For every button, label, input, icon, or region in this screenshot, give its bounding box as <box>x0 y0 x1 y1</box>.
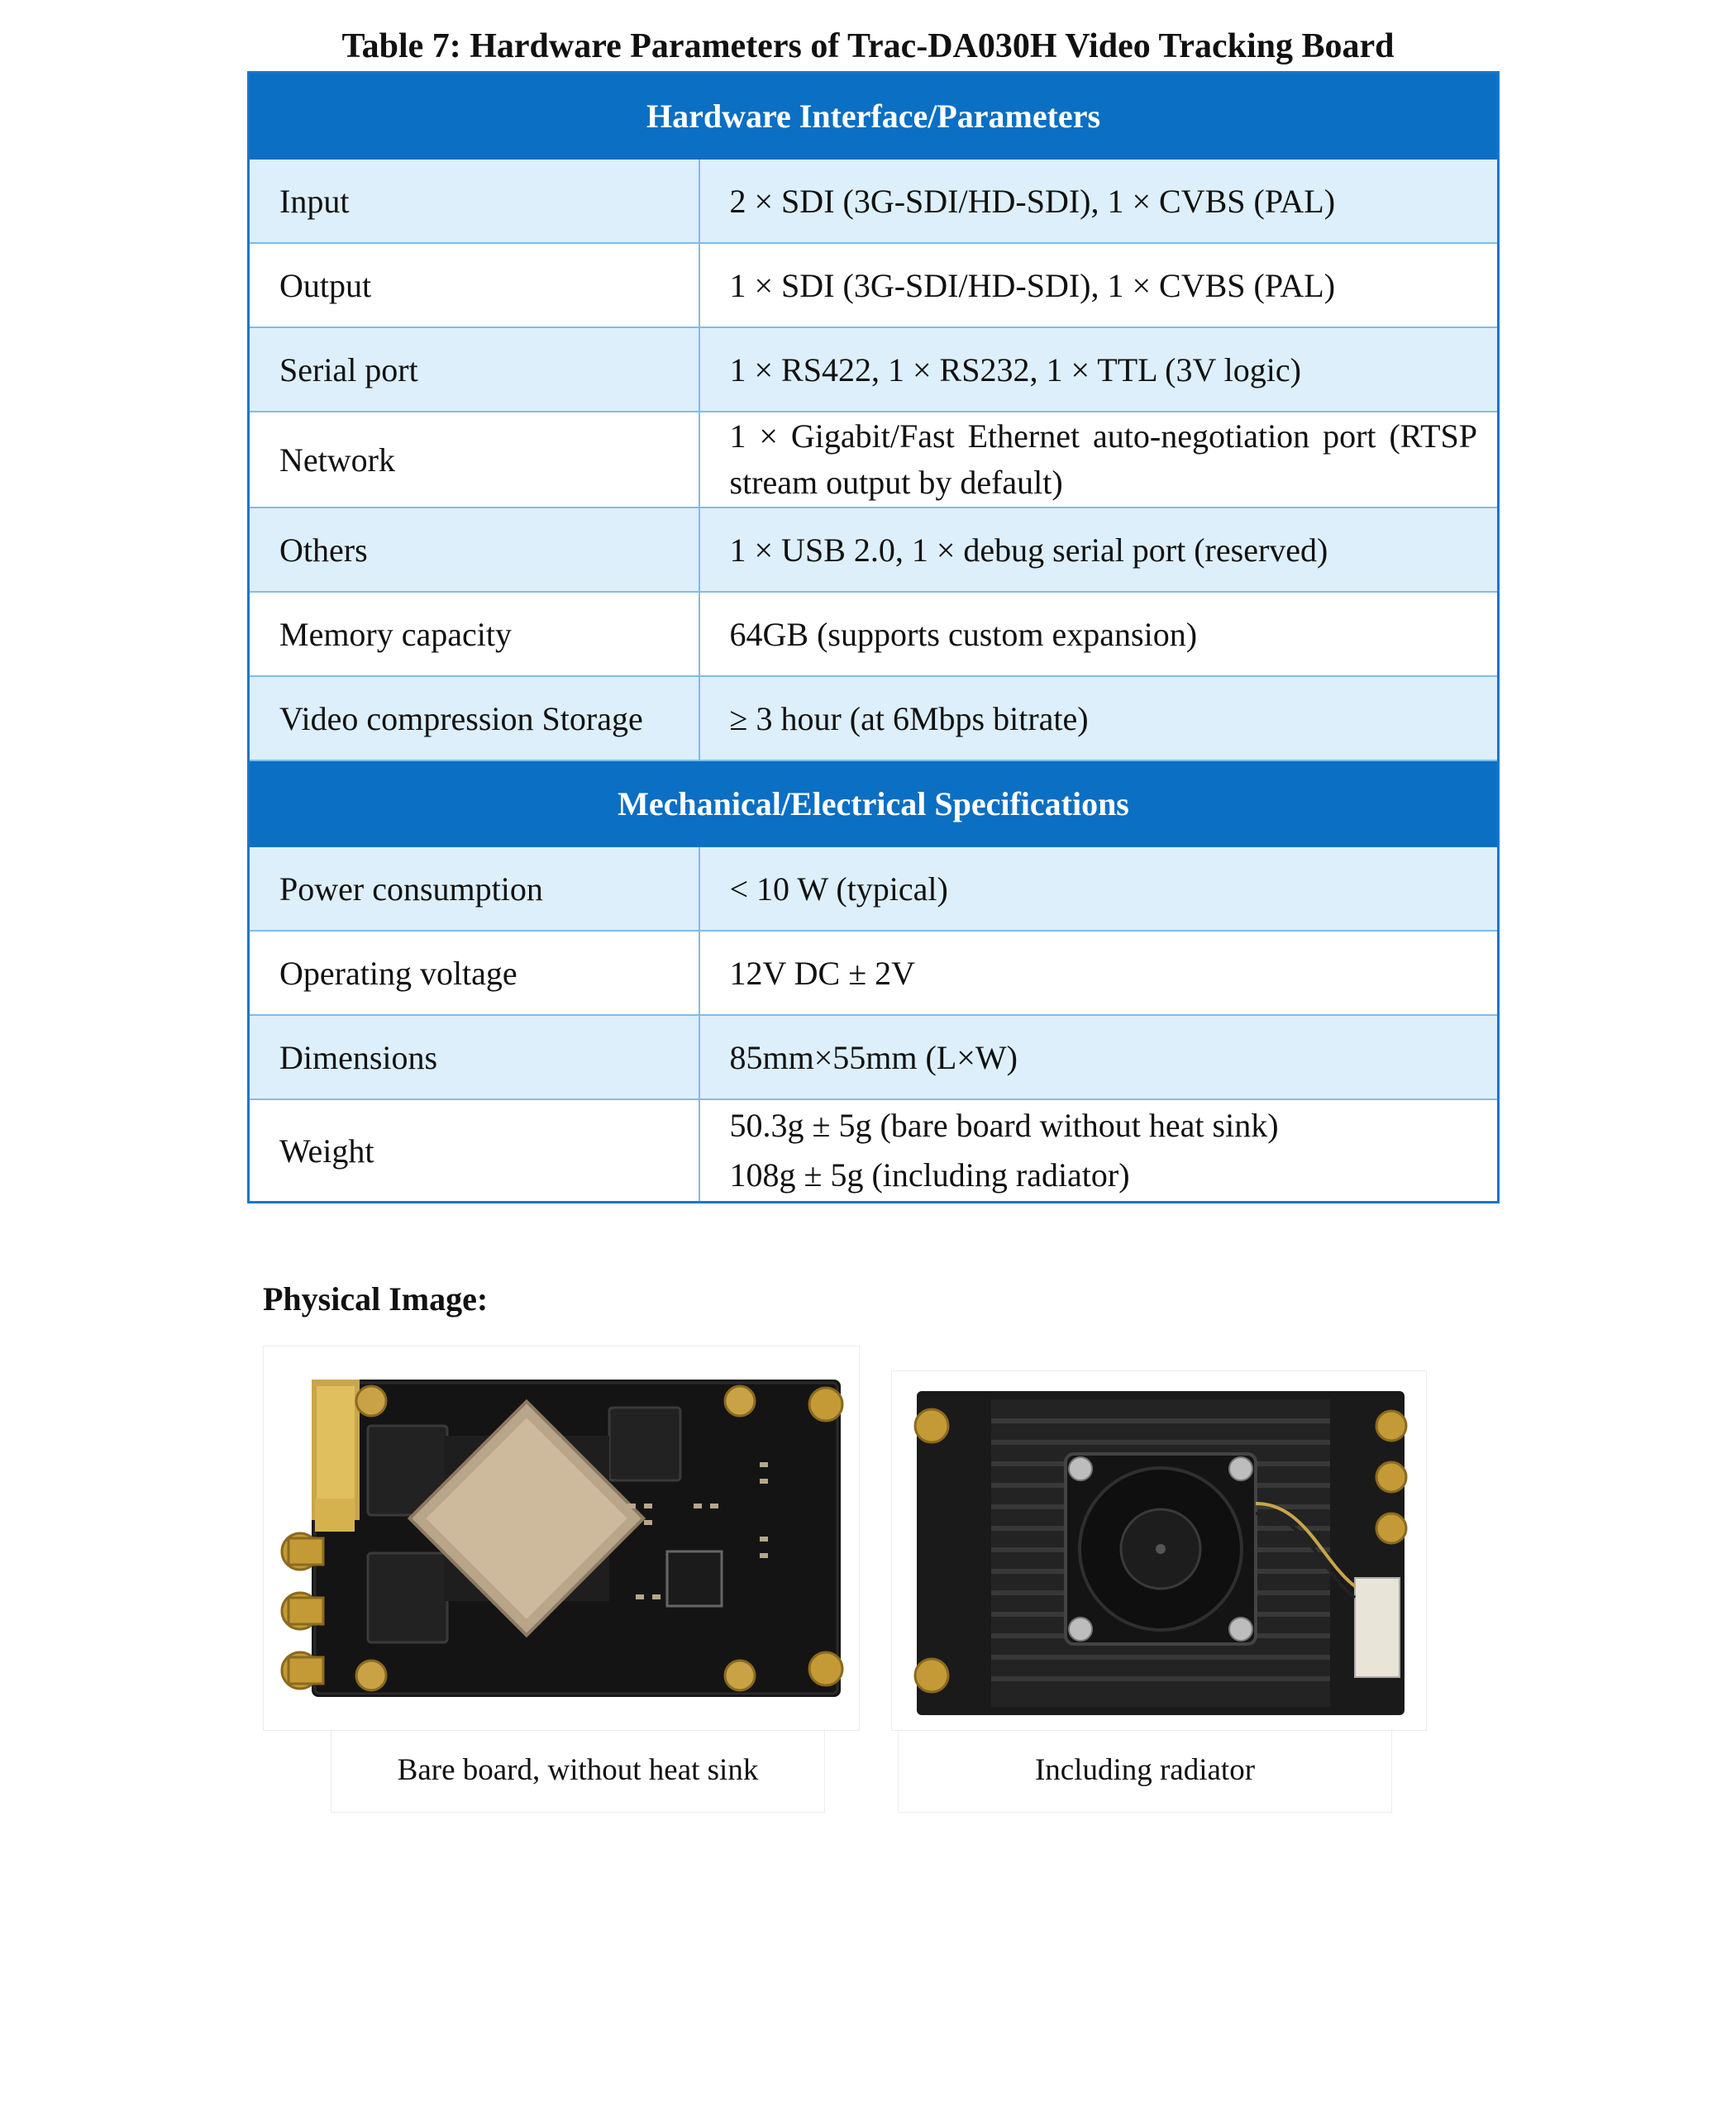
section-header-hardware <box>249 73 1499 160</box>
row-label: Video compression Storage <box>249 676 699 760</box>
row-label: Others <box>249 508 699 592</box>
row-label: Dimensions <box>249 1015 699 1099</box>
row-value: 64GB (supports custom expansion) <box>699 592 1499 676</box>
row-value: 1 × USB 2.0, 1 × debug serial port (reserved) <box>699 508 1499 592</box>
row-label: Output <box>249 243 699 327</box>
row-label: Input <box>249 159 699 243</box>
value-line: 50.3g ± 5g (bare board without heat sink) <box>729 1107 1279 1144</box>
row-value: 2 × SDI (3G-SDI/HD-SDI), 1 × CVBS (PAL) <box>699 159 1499 243</box>
table-row <box>249 592 1499 676</box>
spec-table <box>247 71 1500 1203</box>
row-label: Network <box>249 412 699 508</box>
physical-image-label: Physical Image: <box>263 1280 489 1318</box>
table-row <box>249 846 1499 931</box>
section-heading: Mechanical/Electrical Specifications <box>249 760 1499 846</box>
row-label: Operating voltage <box>249 931 699 1015</box>
table-row <box>249 1015 1499 1099</box>
table-row <box>249 243 1499 327</box>
table-row <box>249 508 1499 592</box>
row-value: 12V DC ± 2V <box>699 931 1499 1015</box>
table-row <box>249 676 1499 760</box>
row-value: 1 × SDI (3G-SDI/HD-SDI), 1 × CVBS (PAL) <box>699 243 1499 327</box>
bare-board-photo <box>263 1346 860 1731</box>
row-label: Memory capacity <box>249 592 699 676</box>
radiator-photo <box>891 1370 1427 1731</box>
table-row <box>249 327 1499 412</box>
radiator-caption: Including radiator <box>898 1729 1392 1813</box>
table-row <box>249 159 1499 243</box>
table-row <box>249 1099 1499 1203</box>
bare-board-caption: Bare board, without heat sink <box>331 1729 825 1813</box>
row-value: < 10 W (typical) <box>699 846 1499 931</box>
table-row <box>249 931 1499 1015</box>
row-value: ≥ 3 hour (at 6Mbps bitrate) <box>699 676 1499 760</box>
row-value: 1 × RS422, 1 × RS232, 1 × TTL (3V logic) <box>699 327 1499 412</box>
row-value <box>699 1099 1499 1203</box>
section-heading: Hardware Interface/Parameters <box>249 73 1499 160</box>
row-label: Weight <box>249 1099 699 1203</box>
value-line: 108g ± 5g (including radiator) <box>729 1156 1130 1194</box>
table-title: Table 7: Hardware Parameters of Trac-DA030H Video Tracking Board <box>341 27 1395 65</box>
row-label: Power consumption <box>249 846 699 931</box>
row-value: 1 × Gigabit/Fast Ethernet auto-negotiation port (RTSP stream output by default) <box>699 412 1499 508</box>
table-row <box>249 412 1499 508</box>
row-label: Serial port <box>249 327 699 412</box>
section-header-mechanical <box>249 760 1499 846</box>
row-value: 85mm×55mm (L×W) <box>699 1015 1499 1099</box>
